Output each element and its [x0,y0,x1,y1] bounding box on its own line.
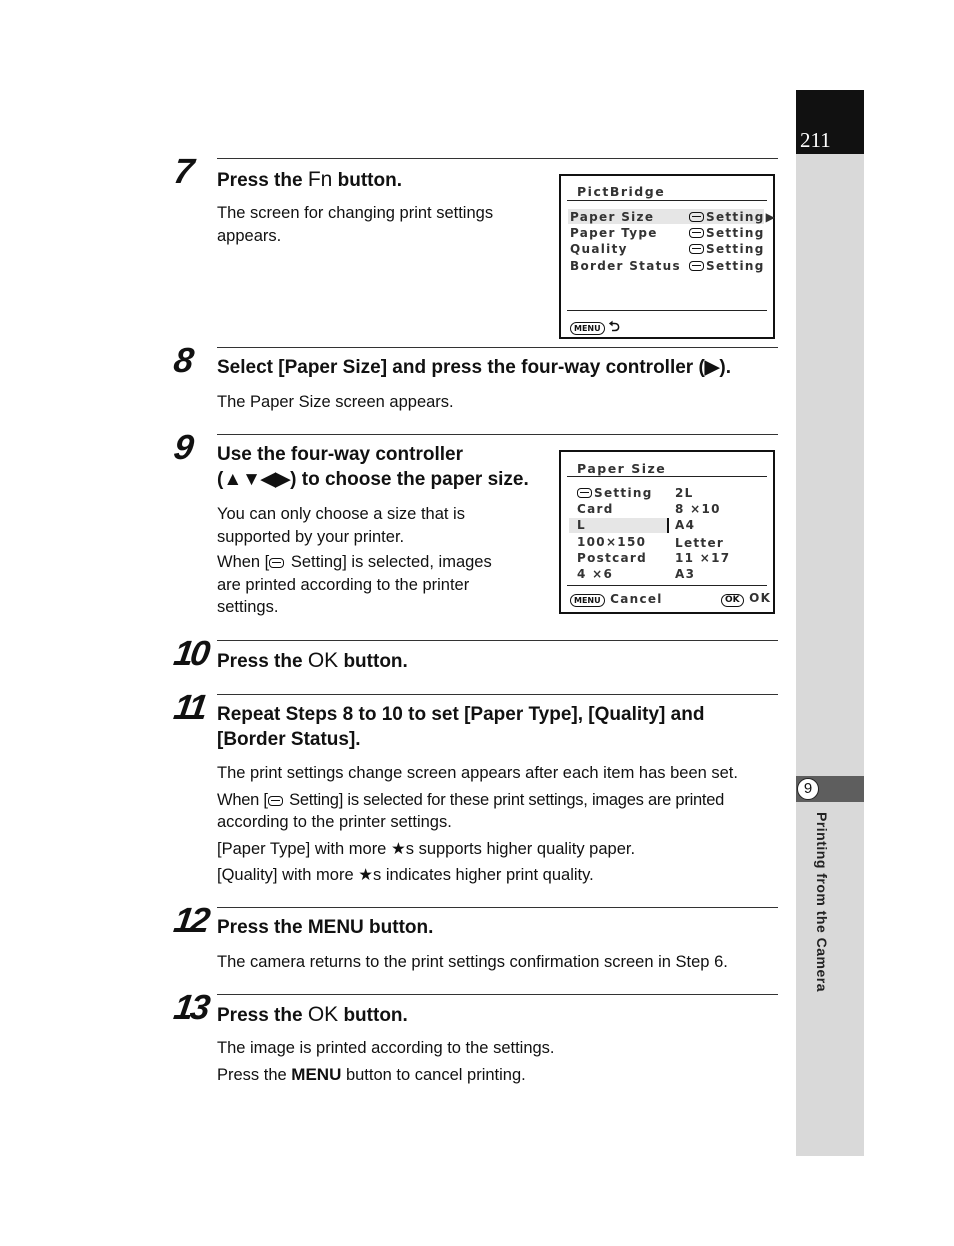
step-heading: Press the OK button. [217,649,408,672]
menu-row-value: Setting▶ [689,210,776,224]
printer-icon [689,261,704,271]
step-divider [217,694,778,695]
step-body: The Paper Size screen appears. [217,393,454,411]
step-number: 7 [171,152,194,191]
menu-row-label: Quality [570,242,628,256]
step-divider [217,158,778,159]
menu-row-label: Paper Size [570,210,655,224]
step-divider [217,434,778,435]
back-arrow-icon: ⮌ [608,319,620,335]
menu-row-value: Setting [689,226,765,240]
menu-button-icon: MENU [570,594,605,607]
menu-key: MENU [291,1064,342,1084]
step-body: The camera returns to the print settings confirmation screen in Step 6. [217,953,728,971]
step-heading: Press the MENU button. [217,917,434,938]
step-body: The image is printed according to the settings. Press the MENU button to cancel printing. [217,1039,555,1084]
menu-button-icon: MENU [570,322,605,335]
screen-title: Paper Size [577,461,667,476]
step-divider [217,994,778,995]
arrow-right-icon: ▶ [765,210,777,224]
screen-footer [570,316,620,340]
paper-option-selected: L [577,518,586,532]
ok-key: OK [307,649,339,672]
page-number: 211 [800,128,831,152]
printer-icon [269,558,284,568]
step-divider [217,347,778,348]
step-number: 12 [171,901,210,940]
step-body: The print settings change screen appears after each item has been set. When [ Setting] is selected for these print settings, images are printed according to the printer settings. [Paper Type] with more ★s supports higher quality paper. [Quality] with more ★s indicates higher print quality. [217,764,738,884]
step-heading: Press the OK button. [217,1003,408,1026]
screen-title: PictBridge [577,184,666,199]
step-number: 11 [171,688,208,727]
menu-key: MENU [307,917,364,938]
paper-option: Letter [675,536,725,550]
printer-icon [689,212,704,222]
chapter-title: Printing from the Camera [814,812,830,993]
paper-option: 2L [675,486,694,500]
printer-icon [577,488,592,498]
printer-icon [689,228,704,238]
step-heading: Select [Paper Size] and press the four-way controller (▶). [217,357,732,378]
pictbridge-screen [559,174,775,339]
menu-row-label: Border Status [570,259,681,273]
step-heading: Repeat Steps 8 to 10 to set [Paper Type], [Quality] and [Border Status]. [217,704,705,750]
step-body: The screen for changing print settings appears. [217,204,494,245]
step-number: 10 [171,634,210,673]
step-divider [217,907,778,908]
chapter-number: 9 [797,778,819,800]
step-body: You can only choose a size that is supported by your printer. When [ Setting] is selected, images are printed according to the printer settings. [217,505,492,616]
cancel-footer: MENU Cancel [570,592,663,607]
step-number: 13 [171,988,210,1027]
printer-icon [268,796,283,806]
menu-row-value: Setting [689,259,765,273]
printer-icon [689,244,704,254]
fn-key: Fn [307,168,333,191]
ok-button-icon: OK [721,594,744,607]
ok-key: OK [307,1003,339,1026]
paper-option: 4 ×6 [577,567,614,581]
paper-option: 8 ×10 [675,502,721,516]
paper-option: A3 [675,567,696,581]
paper-option: 11 ×17 [675,551,731,565]
menu-row-value: Setting [689,242,765,256]
chapter-side-tab [796,90,864,1156]
step-number: 8 [171,341,194,380]
step-heading: Press the Fn button. [217,168,402,191]
menu-row-label: Paper Type [570,226,658,240]
step-number: 9 [171,428,194,467]
paper-option: Postcard [577,551,648,565]
paper-option: A4 [675,518,696,532]
step-heading: Use the four-way controller (▲▼◀▶) to choose the paper size. [217,444,529,490]
paper-option: Setting [577,486,653,500]
step-divider [217,640,778,641]
paper-option: Card [577,502,614,516]
paper-size-screen [559,450,775,614]
ok-footer: OK OK [721,591,771,607]
paper-option: 100×150 [577,535,647,549]
